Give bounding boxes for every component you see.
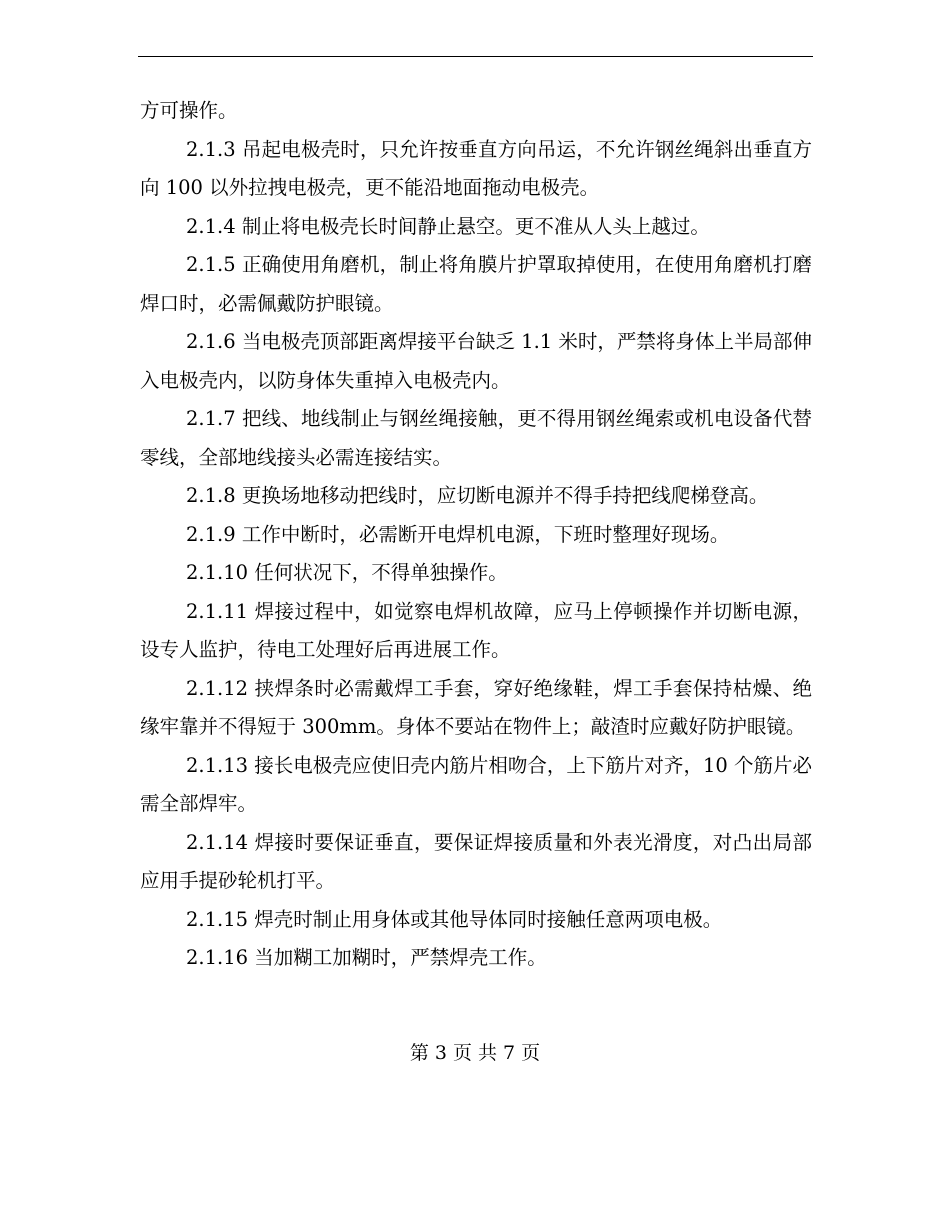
paragraph-2-1-15: 2.1.15 焊壳时制止用身体或其他导体同时接触任意两项电极。	[186, 907, 723, 931]
paragraph-2-1-6: 2.1.6 当电极壳顶部距离焊接平台缺乏 1.1 米时，严禁将身体上半局部伸入电极壳内，以防身体失重掉入电极壳内。	[140, 330, 812, 392]
paragraph-2-1-13: 2.1.13 接长电极壳应使旧壳内筋片相吻合，上下筋片对齐，10 个筋片必需全部焊牢。	[140, 753, 812, 815]
paragraph-2-1-5: 2.1.5 正确使用角磨机，制止将角膜片护罩取掉使用，在使用角磨机打磨焊口时，必需佩戴防护眼镜。	[140, 253, 812, 315]
paragraph-continuation: 方可操作。	[140, 99, 238, 122]
paragraph-2-1-7: 2.1.7 把线、地线制止与钢丝绳接触，更不得用钢丝绳索或机电设备代替零线，全部地线接头必需连接结实。	[140, 407, 812, 469]
paragraph-2-1-3: 2.1.3 吊起电极壳时，只允许按垂直方向吊运，不允许钢丝绳斜出垂直方向 100 以外拉拽电极壳，更不能沿地面拖动电极壳。	[140, 137, 812, 199]
paragraph-2-1-9: 2.1.9 工作中断时，必需断开电焊机电源，下班时整理好现场。	[186, 522, 730, 546]
paragraph-2-1-8: 2.1.8 更换场地移动把线时，应切断电源并不得手持把线爬梯登高。	[186, 484, 769, 507]
paragraph-2-1-11: 2.1.11 焊接过程中，如觉察电焊机故障，应马上停顿操作并切断电源，设专人监护，待电工处理好后再进展工作。	[140, 599, 812, 661]
paragraph-2-1-4: 2.1.4 制止将电极壳长时间静止悬空。更不准从人头上越过。	[186, 214, 710, 238]
paragraph-2-1-16: 2.1.16 当加糊工加糊时，严禁焊壳工作。	[186, 946, 547, 969]
document-body	[140, 92, 812, 978]
paragraph-2-1-14: 2.1.14 焊接时要保证垂直，要保证焊接质量和外表光滑度，对凸出局部应用手提砂轮机打平。	[140, 830, 812, 892]
paragraph-2-1-10: 2.1.10 任何状况下，不得单独操作。	[186, 561, 508, 584]
header-rule	[138, 56, 813, 57]
page-number-footer: 第 3 页 共 7 页	[409, 1042, 541, 1064]
paragraph-2-1-12: 2.1.12 挟焊条时必需戴焊工手套，穿好绝缘鞋，焊工手套保持枯燥、绝缘牢靠并不得短于 300mm。身体不要站在物件上；敲渣时应戴好防护眼镜。	[140, 676, 812, 738]
